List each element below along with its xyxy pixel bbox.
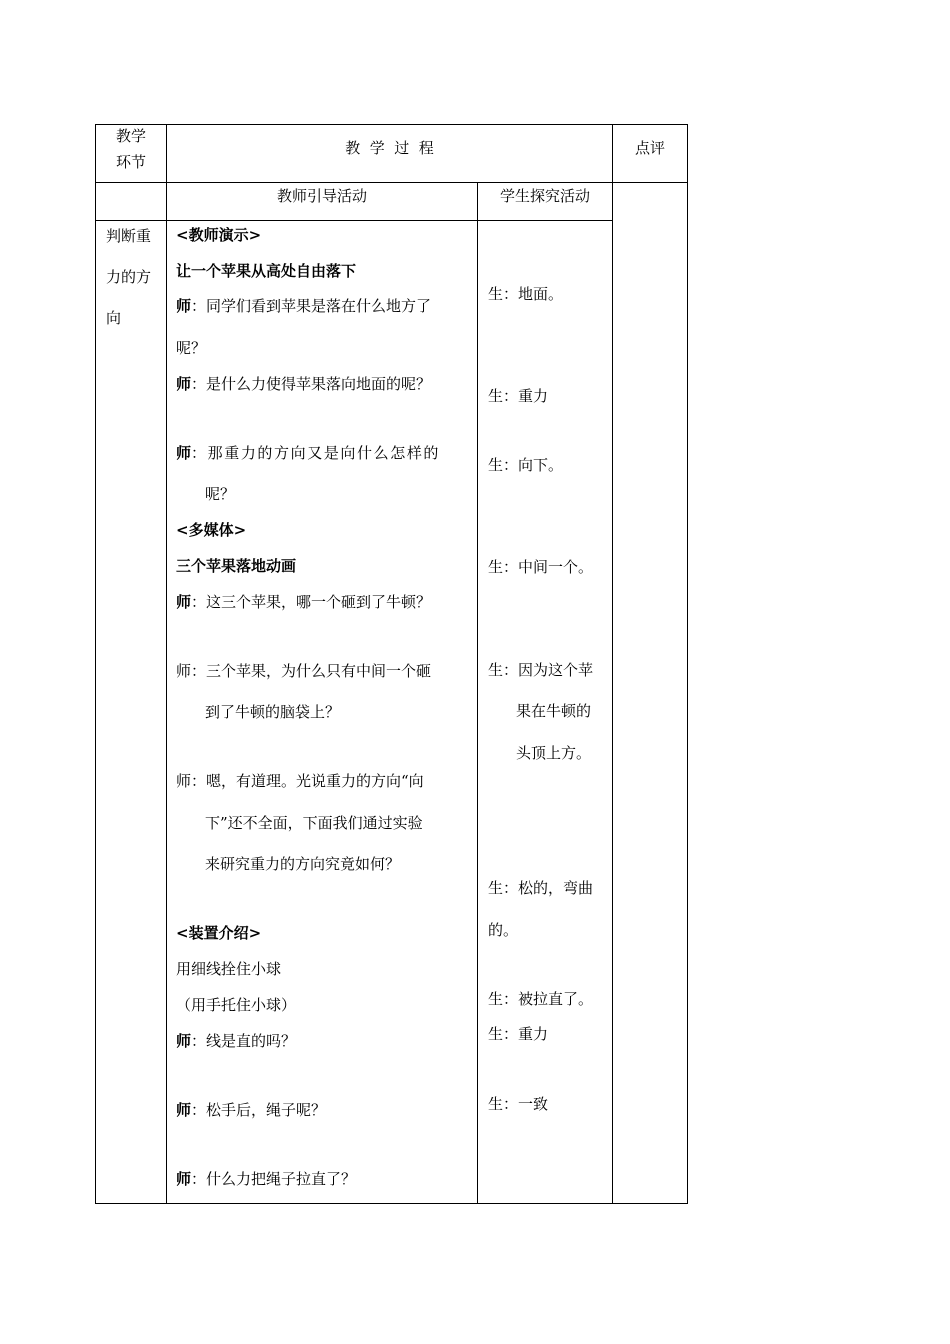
student-answer-3: 生：向下。 <box>488 456 564 474</box>
teacher-demo-heading: <教师演示> <box>176 226 262 244</box>
subheader-teacher-activity: 教师引导活动 <box>276 187 367 205</box>
student-answer-1: 生：地面。 <box>488 285 564 303</box>
section-name-line-3: 向 <box>106 309 122 327</box>
student-answer-5-cont-1: 果在牛顿的 <box>516 702 592 720</box>
teacher-question-3: 师：那重力的方向又是向什么怎样的 <box>176 444 441 462</box>
teacher-question-5-cont: 到了牛顿的脑袋上？ <box>205 703 341 721</box>
teacher-media-description: 三个苹果落地动画 <box>176 557 297 575</box>
header-section-label-2: 环节 <box>115 153 146 171</box>
student-answer-7: 生：被拉直了。 <box>488 990 594 1008</box>
teacher-question-6-cont-1: 下”还不全面，下面我们通过实验 <box>205 814 423 832</box>
student-answer-6-cont: 的。 <box>488 921 519 939</box>
teacher-device-description-2: （用手托住小球） <box>176 996 297 1014</box>
student-answer-9: 生：一致 <box>488 1095 549 1113</box>
header-section-label-1: 教学 <box>115 127 146 145</box>
section-name-line-1: 判断重 <box>106 227 152 245</box>
teacher-question-2: 师：是什么力使得苹果落向地面的呢？ <box>176 375 432 393</box>
teacher-question-3-cont: 呢？ <box>205 485 236 503</box>
header-process-label: 教 学 过 程 <box>345 139 434 157</box>
section-name-line-2: 力的方 <box>106 268 152 286</box>
student-answer-5-cont-2: 头顶上方。 <box>516 744 592 762</box>
student-answer-4: 生：中间一个。 <box>488 558 594 576</box>
teacher-question-8: 师：松手后，绳子呢？ <box>176 1101 327 1119</box>
teacher-demo-description: 让一个苹果从高处自由落下 <box>176 262 357 280</box>
teacher-media-heading: <多媒体> <box>176 521 247 539</box>
teacher-question-6-cont-2: 来研究重力的方向究竟如何？ <box>205 855 401 873</box>
teacher-question-9: 师：什么力把绳子拉直了？ <box>176 1170 357 1188</box>
student-answer-5: 生：因为这个苹 <box>488 661 594 679</box>
subheader-student-activity: 学生探究活动 <box>499 187 590 205</box>
teacher-question-1: 师：同学们看到苹果是落在什么地方了 <box>176 297 432 315</box>
header-comment-label: 点评 <box>634 139 665 157</box>
student-answer-2: 生：重力 <box>488 387 549 405</box>
teacher-question-1-cont: 呢？ <box>176 339 207 357</box>
teacher-question-4: 师：这三个苹果，哪一个砸到了牛顿？ <box>176 593 432 611</box>
student-answer-8: 生：重力 <box>488 1025 549 1043</box>
teacher-device-description-1: 用细线拴住小球 <box>176 960 282 978</box>
teacher-question-7: 师：线是直的吗？ <box>176 1032 297 1050</box>
teacher-question-6: 师：嗯，有道理。光说重力的方向“向 <box>176 772 424 790</box>
teacher-question-5: 师：三个苹果，为什么只有中间一个砸 <box>176 662 432 680</box>
teacher-device-heading: <装置介绍> <box>176 924 262 942</box>
student-answer-6: 生：松的，弯曲 <box>488 879 594 897</box>
